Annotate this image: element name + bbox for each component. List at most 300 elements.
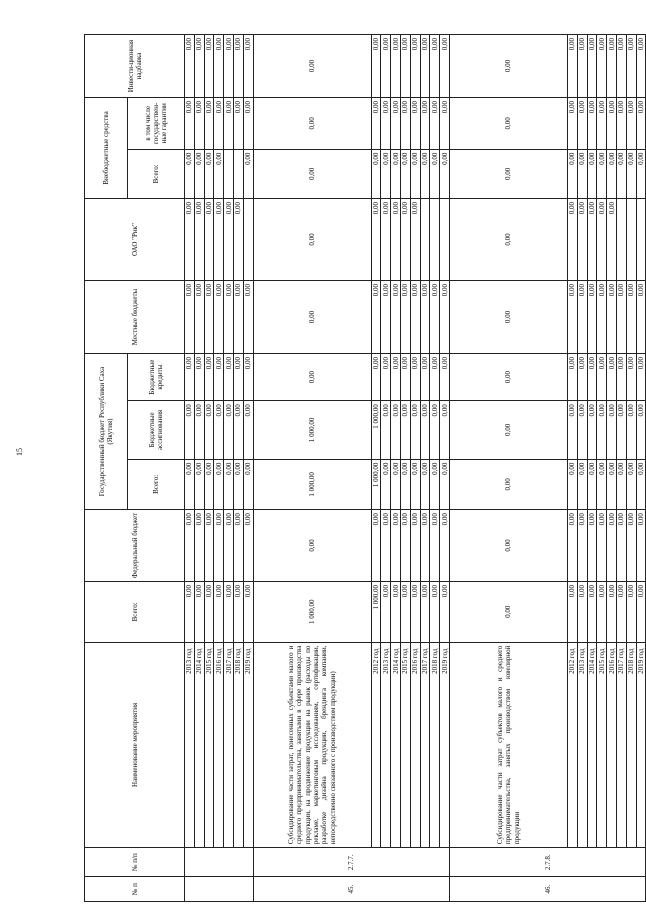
cell-value: 0,00 [597, 510, 607, 582]
page-number: 15 [15, 448, 24, 456]
cell-value: 0,00 [440, 149, 450, 198]
header-invest: Инвести-ционная надбавка [85, 35, 185, 98]
cell-value [626, 199, 636, 281]
cell-value: 0,00 [626, 149, 636, 198]
cell-value: 0,00 [616, 401, 626, 459]
cell-value: 0,00 [607, 149, 617, 198]
cell-value: 0,00 [410, 354, 420, 401]
cell-value: 0,00 [607, 401, 617, 459]
cell-value: 0,00 [577, 581, 587, 642]
cell-value: 0,00 [214, 581, 224, 642]
header-state-total: Всего: [128, 459, 185, 510]
cell-value: 0,00 [204, 97, 214, 149]
cell-value: 0,00 [616, 281, 626, 354]
cell-value: 0,00 [449, 97, 567, 149]
cell-value: 0,00 [420, 510, 430, 582]
cell-value: 0,00 [194, 354, 204, 401]
cell-value: 0,00 [204, 510, 214, 582]
cell-value: 0,00 [567, 149, 577, 198]
cell-value: 0,00 [185, 35, 195, 98]
cell-value: 0,00 [381, 35, 391, 98]
cell-value: 0,00 [233, 510, 243, 582]
cell-value: 0,00 [224, 581, 234, 642]
cell-value: 0,00 [185, 510, 195, 582]
cell-value: 0,00 [430, 354, 440, 401]
header-local: Местные бюджеты [85, 281, 185, 354]
year-label: 2018 год [626, 642, 636, 848]
cell-value: 0,00 [449, 35, 567, 98]
year-row [587, 35, 597, 902]
cell-value: 0,00 [597, 281, 607, 354]
cell-value: 0,00 [597, 401, 607, 459]
cell-value: 0,00 [224, 459, 234, 510]
cell-value: 0,00 [243, 401, 253, 459]
cell-value: 0,00 [587, 35, 597, 98]
budget-table [84, 34, 646, 902]
cell-value: 0,00 [400, 401, 410, 459]
year-row [391, 35, 401, 902]
cell-value: 0,00 [224, 354, 234, 401]
year-row [204, 35, 214, 902]
cell-value: 0,00 [185, 354, 195, 401]
cell-value: 0,00 [587, 354, 597, 401]
cell-value: 0,00 [607, 35, 617, 98]
cell-value: 0,00 [233, 35, 243, 98]
year-label: 2016 год [410, 642, 420, 848]
cell-value: 0,00 [214, 510, 224, 582]
cell-value: 0,00 [420, 459, 430, 510]
cell-value: 0,00 [636, 149, 646, 198]
cell-value: 0,00 [420, 35, 430, 98]
header-extra-total: Всего: [128, 149, 185, 198]
cell-value: 0,00 [381, 401, 391, 459]
header-federal: Федеральный бюджет [85, 510, 185, 582]
year-row [243, 35, 253, 902]
cell-value: 0,00 [449, 199, 567, 281]
cell-value: 0,00 [185, 581, 195, 642]
measure-name: Субсидирование части затрат, понесенных субъектами малого и среднего предпринимательства, занятыми в сфере производства продукции, на продвижение продукции на рынок (расходы по рекламе, маркетинговым исследованиям, сертификации, разработке дизайна продукции, брендинга компании, непосредственно связанного с производством продукции) [253, 642, 371, 848]
cell-value: 0,00 [214, 459, 224, 510]
cell-value: 1 000,00 [371, 401, 381, 459]
cell-value: 0,00 [185, 97, 195, 149]
table-header [85, 35, 185, 902]
year-label: 2018 год [430, 642, 440, 848]
year-label: 2012 год [567, 642, 577, 848]
cell-value: 0,00 [243, 281, 253, 354]
cell-value: 0,00 [253, 281, 371, 354]
cell-value: 1 000,00 [253, 581, 371, 642]
cell-value: 0,00 [400, 35, 410, 98]
cell-value: 0,00 [253, 149, 371, 198]
year-row [636, 35, 646, 902]
cell-value: 0,00 [214, 281, 224, 354]
cell-value: 0,00 [636, 281, 646, 354]
cell-value: 0,00 [636, 581, 646, 642]
cell-value: 0,00 [616, 149, 626, 198]
cell-value [224, 149, 234, 198]
cell-value: 0,00 [253, 97, 371, 149]
cell-value [636, 199, 646, 281]
cell-value: 0,00 [567, 281, 577, 354]
cell-value: 0,00 [410, 510, 420, 582]
year-label: 2013 год [185, 642, 195, 848]
header-extra: Внебюджетные средства [85, 97, 128, 198]
cell-value: 0,00 [449, 581, 567, 642]
cell-value: 0,00 [194, 281, 204, 354]
year-row [233, 35, 243, 902]
cell-value: 0,00 [567, 510, 577, 582]
cell-value: 0,00 [636, 459, 646, 510]
year-label: 2013 год [381, 642, 391, 848]
cell-value: 0,00 [440, 281, 450, 354]
cell-value: 0,00 [420, 401, 430, 459]
cell-value: 0,00 [430, 459, 440, 510]
header-name: Наименование мероприятия [85, 642, 185, 848]
row-number: 46. [449, 877, 645, 902]
year-row [224, 35, 234, 902]
year-row [567, 35, 577, 902]
cell-value: 0,00 [607, 459, 617, 510]
cell-value: 0,00 [567, 35, 577, 98]
cell-value: 0,00 [243, 581, 253, 642]
cell-value: 0,00 [567, 354, 577, 401]
year-row [410, 35, 420, 902]
cell-value: 0,00 [253, 510, 371, 582]
cell-value: 0,00 [381, 459, 391, 510]
cell-value: 0,00 [449, 510, 567, 582]
cell-value: 0,00 [430, 97, 440, 149]
year-label: 2019 год [636, 642, 646, 848]
cell-value: 0,00 [243, 354, 253, 401]
cell-value: 0,00 [400, 354, 410, 401]
year-label: 2015 год [400, 642, 410, 848]
cell-value: 0,00 [626, 510, 636, 582]
cell-value: 0,00 [420, 97, 430, 149]
cell-value: 0,00 [214, 35, 224, 98]
rotated-table-wrapper [84, 34, 645, 902]
cell-value: 0,00 [233, 581, 243, 642]
cell-value: 0,00 [391, 459, 401, 510]
cell-value: 0,00 [607, 510, 617, 582]
header-total: Всего: [85, 581, 185, 642]
cell-value: 0,00 [194, 401, 204, 459]
cell-value: 0,00 [233, 459, 243, 510]
cell-value: 0,00 [607, 199, 617, 281]
cell-value: 0,00 [185, 459, 195, 510]
cell-value: 0,00 [420, 354, 430, 401]
cell-value: 0,00 [607, 97, 617, 149]
cell-value: 0,00 [204, 354, 214, 401]
cell-value: 0,00 [430, 581, 440, 642]
cell-value: 0,00 [185, 199, 195, 281]
cell-value: 0,00 [597, 199, 607, 281]
cell-value: 0,00 [636, 97, 646, 149]
cell-value [616, 199, 626, 281]
cell-value: 0,00 [607, 281, 617, 354]
cell-value: 0,00 [400, 510, 410, 582]
cell-value: 0,00 [381, 281, 391, 354]
cell-value: 0,00 [214, 354, 224, 401]
cell-value: 0,00 [430, 281, 440, 354]
cell-value: 0,00 [410, 97, 420, 149]
year-label: 2015 год [597, 642, 607, 848]
cell-value: 0,00 [194, 97, 204, 149]
cell-value: 0,00 [597, 459, 607, 510]
header-extra-guar: в том числе государствен-ные гарантии [128, 97, 185, 149]
cell-value: 0,00 [243, 35, 253, 98]
cell-value: 0,00 [616, 581, 626, 642]
cell-value: 0,00 [391, 401, 401, 459]
cell-value: 0,00 [204, 401, 214, 459]
cell-value: 0,00 [587, 199, 597, 281]
cell-value: 0,00 [567, 401, 577, 459]
cell-value [243, 199, 253, 281]
header-state-budget: Государственный бюджет Республики Саха (Якутия) [85, 354, 128, 510]
cell-value: 0,00 [410, 149, 420, 198]
cell-value: 0,00 [391, 281, 401, 354]
cell-value: 0,00 [204, 199, 214, 281]
cell-value: 0,00 [577, 459, 587, 510]
cell-value: 0,00 [587, 459, 597, 510]
cell-value: 0,00 [440, 35, 450, 98]
cell-value: 0,00 [616, 97, 626, 149]
cell-value: 0,00 [577, 281, 587, 354]
cell-value: 0,00 [224, 97, 234, 149]
cell-value: 0,00 [567, 97, 577, 149]
cell-value: 0,00 [626, 97, 636, 149]
cell-value [430, 199, 440, 281]
cell-value: 0,00 [430, 401, 440, 459]
year-row [420, 35, 430, 902]
measure-name: Субсидирование части затрат субъектов малого и среднего предпринимательства, занятых производством ювелирной продукции [449, 642, 567, 848]
cell-value: 0,00 [400, 199, 410, 281]
cell-value: 0,00 [391, 149, 401, 198]
cell-value: 0,00 [224, 510, 234, 582]
cell-value: 0,00 [194, 581, 204, 642]
header-no-lp: № п/п [85, 848, 185, 877]
cell-value: 1 000,00 [253, 401, 371, 459]
cell-value: 0,00 [224, 199, 234, 281]
measure-row [449, 35, 567, 902]
cell-value: 0,00 [626, 459, 636, 510]
year-row [381, 35, 391, 902]
cell-value: 0,00 [214, 401, 224, 459]
cell-value: 0,00 [410, 581, 420, 642]
cell-value: 0,00 [391, 97, 401, 149]
cell-value: 0,00 [577, 149, 587, 198]
cell-value [233, 149, 243, 198]
year-label: 2016 год [607, 642, 617, 848]
cell-value: 0,00 [449, 401, 567, 459]
cell-value: 0,00 [371, 35, 381, 98]
cell-value: 0,00 [233, 199, 243, 281]
cell-value: 0,00 [224, 35, 234, 98]
year-row [597, 35, 607, 902]
cell-value: 0,00 [597, 149, 607, 198]
row-number: 45. [253, 877, 449, 902]
cell-value: 0,00 [381, 97, 391, 149]
cell-value: 0,00 [597, 354, 607, 401]
cell-value: 0,00 [626, 354, 636, 401]
cell-value: 0,00 [410, 199, 420, 281]
cell-value: 0,00 [253, 354, 371, 401]
cell-value: 0,00 [430, 149, 440, 198]
year-row [577, 35, 587, 902]
year-row [185, 35, 195, 902]
cell-value: 0,00 [371, 510, 381, 582]
cell-value: 0,00 [194, 199, 204, 281]
cell-value: 0,00 [214, 149, 224, 198]
year-label: 2017 год [616, 642, 626, 848]
cell-value: 0,00 [233, 401, 243, 459]
header-rik: ОАО "Рик" [85, 199, 185, 281]
cell-value: 0,00 [577, 510, 587, 582]
cell-value: 0,00 [587, 149, 597, 198]
cell-value: 0,00 [410, 401, 420, 459]
year-row [626, 35, 636, 902]
year-label: 2014 год [391, 642, 401, 848]
cell-value: 0,00 [243, 149, 253, 198]
cell-value: 0,00 [577, 35, 587, 98]
cell-value: 0,00 [204, 149, 214, 198]
cell-value: 0,00 [381, 199, 391, 281]
cell-value: 0,00 [616, 354, 626, 401]
year-label: 2017 год [420, 642, 430, 848]
cell-value: 0,00 [243, 510, 253, 582]
cell-value: 0,00 [371, 354, 381, 401]
header-state-assign: Бюджетные ассигнования [128, 401, 185, 459]
cell-value: 0,00 [194, 149, 204, 198]
year-label: 2016 год [214, 642, 224, 848]
cell-value: 0,00 [420, 581, 430, 642]
cell-value: 0,00 [567, 581, 577, 642]
cell-value: 0,00 [194, 510, 204, 582]
cell-value: 0,00 [577, 97, 587, 149]
cell-value: 0,00 [449, 281, 567, 354]
cell-value: 0,00 [449, 149, 567, 198]
row-code [185, 848, 254, 877]
cell-value: 0,00 [400, 149, 410, 198]
year-row [430, 35, 440, 902]
cell-value: 0,00 [243, 97, 253, 149]
year-row [440, 35, 450, 902]
cell-value: 0,00 [371, 97, 381, 149]
cell-value: 0,00 [577, 401, 587, 459]
cell-value: 0,00 [430, 35, 440, 98]
cell-value: 0,00 [597, 97, 607, 149]
cell-value: 1 000,00 [253, 459, 371, 510]
cell-value: 0,00 [410, 35, 420, 98]
cell-value: 0,00 [587, 97, 597, 149]
cell-value: 0,00 [626, 281, 636, 354]
cell-value: 0,00 [636, 510, 646, 582]
table-body [185, 35, 646, 902]
cell-value: 0,00 [185, 401, 195, 459]
cell-value: 0,00 [400, 581, 410, 642]
cell-value: 0,00 [194, 459, 204, 510]
cell-value: 0,00 [616, 459, 626, 510]
year-label: 2012 год [371, 642, 381, 848]
cell-value: 0,00 [381, 510, 391, 582]
cell-value: 0,00 [400, 281, 410, 354]
cell-value: 0,00 [371, 199, 381, 281]
cell-value: 0,00 [636, 401, 646, 459]
cell-value: 0,00 [587, 581, 597, 642]
cell-value [420, 199, 430, 281]
cell-value: 0,00 [626, 581, 636, 642]
cell-value: 0,00 [440, 97, 450, 149]
cell-value: 0,00 [214, 199, 224, 281]
year-label: 2019 год [243, 642, 253, 848]
cell-value: 0,00 [636, 354, 646, 401]
year-label: 2014 год [194, 642, 204, 848]
cell-value: 0,00 [194, 35, 204, 98]
cell-value: 0,00 [440, 459, 450, 510]
cell-value: 0,00 [224, 401, 234, 459]
cell-value: 0,00 [253, 35, 371, 98]
year-label: 2014 год [587, 642, 597, 848]
cell-value: 0,00 [391, 35, 401, 98]
cell-value: 0,00 [381, 149, 391, 198]
cell-value: 0,00 [185, 281, 195, 354]
cell-value: 0,00 [420, 281, 430, 354]
cell-value: 0,00 [214, 97, 224, 149]
cell-value: 1 000,00 [371, 581, 381, 642]
header-state-credit: Бюджетные кредиты [128, 354, 185, 401]
cell-value: 0,00 [616, 510, 626, 582]
cell-value: 0,00 [607, 354, 617, 401]
cell-value: 0,00 [253, 199, 371, 281]
year-row [194, 35, 204, 902]
cell-value: 0,00 [204, 35, 214, 98]
year-row [400, 35, 410, 902]
cell-value [440, 199, 450, 281]
cell-value: 0,00 [371, 149, 381, 198]
cell-value: 0,00 [381, 354, 391, 401]
cell-value: 0,00 [616, 35, 626, 98]
cell-value: 0,00 [400, 97, 410, 149]
cell-value: 0,00 [371, 281, 381, 354]
row-code: 2.7.8. [449, 848, 645, 877]
header-no-pp: № п [85, 877, 185, 902]
year-label: 2019 год [440, 642, 450, 848]
cell-value: 0,00 [391, 199, 401, 281]
year-label: 2013 год [577, 642, 587, 848]
cell-value: 0,00 [577, 199, 587, 281]
cell-value: 0,00 [440, 354, 450, 401]
cell-value: 0,00 [420, 149, 430, 198]
cell-value: 0,00 [224, 281, 234, 354]
year-row [371, 35, 381, 902]
cell-value: 0,00 [204, 281, 214, 354]
cell-value: 0,00 [607, 581, 617, 642]
cell-value: 0,00 [430, 510, 440, 582]
cell-value: 0,00 [185, 149, 195, 198]
cell-value: 0,00 [567, 199, 577, 281]
row-number [185, 877, 254, 902]
cell-value: 0,00 [410, 459, 420, 510]
row-code: 2.7.7. [253, 848, 449, 877]
cell-value: 0,00 [577, 354, 587, 401]
cell-value: 0,00 [567, 459, 577, 510]
cell-value: 0,00 [597, 35, 607, 98]
cell-value: 0,00 [391, 354, 401, 401]
cell-value: 0,00 [626, 401, 636, 459]
year-row [214, 35, 224, 902]
year-label: 2017 год [224, 642, 234, 848]
cell-value: 0,00 [391, 581, 401, 642]
cell-value: 0,00 [391, 510, 401, 582]
